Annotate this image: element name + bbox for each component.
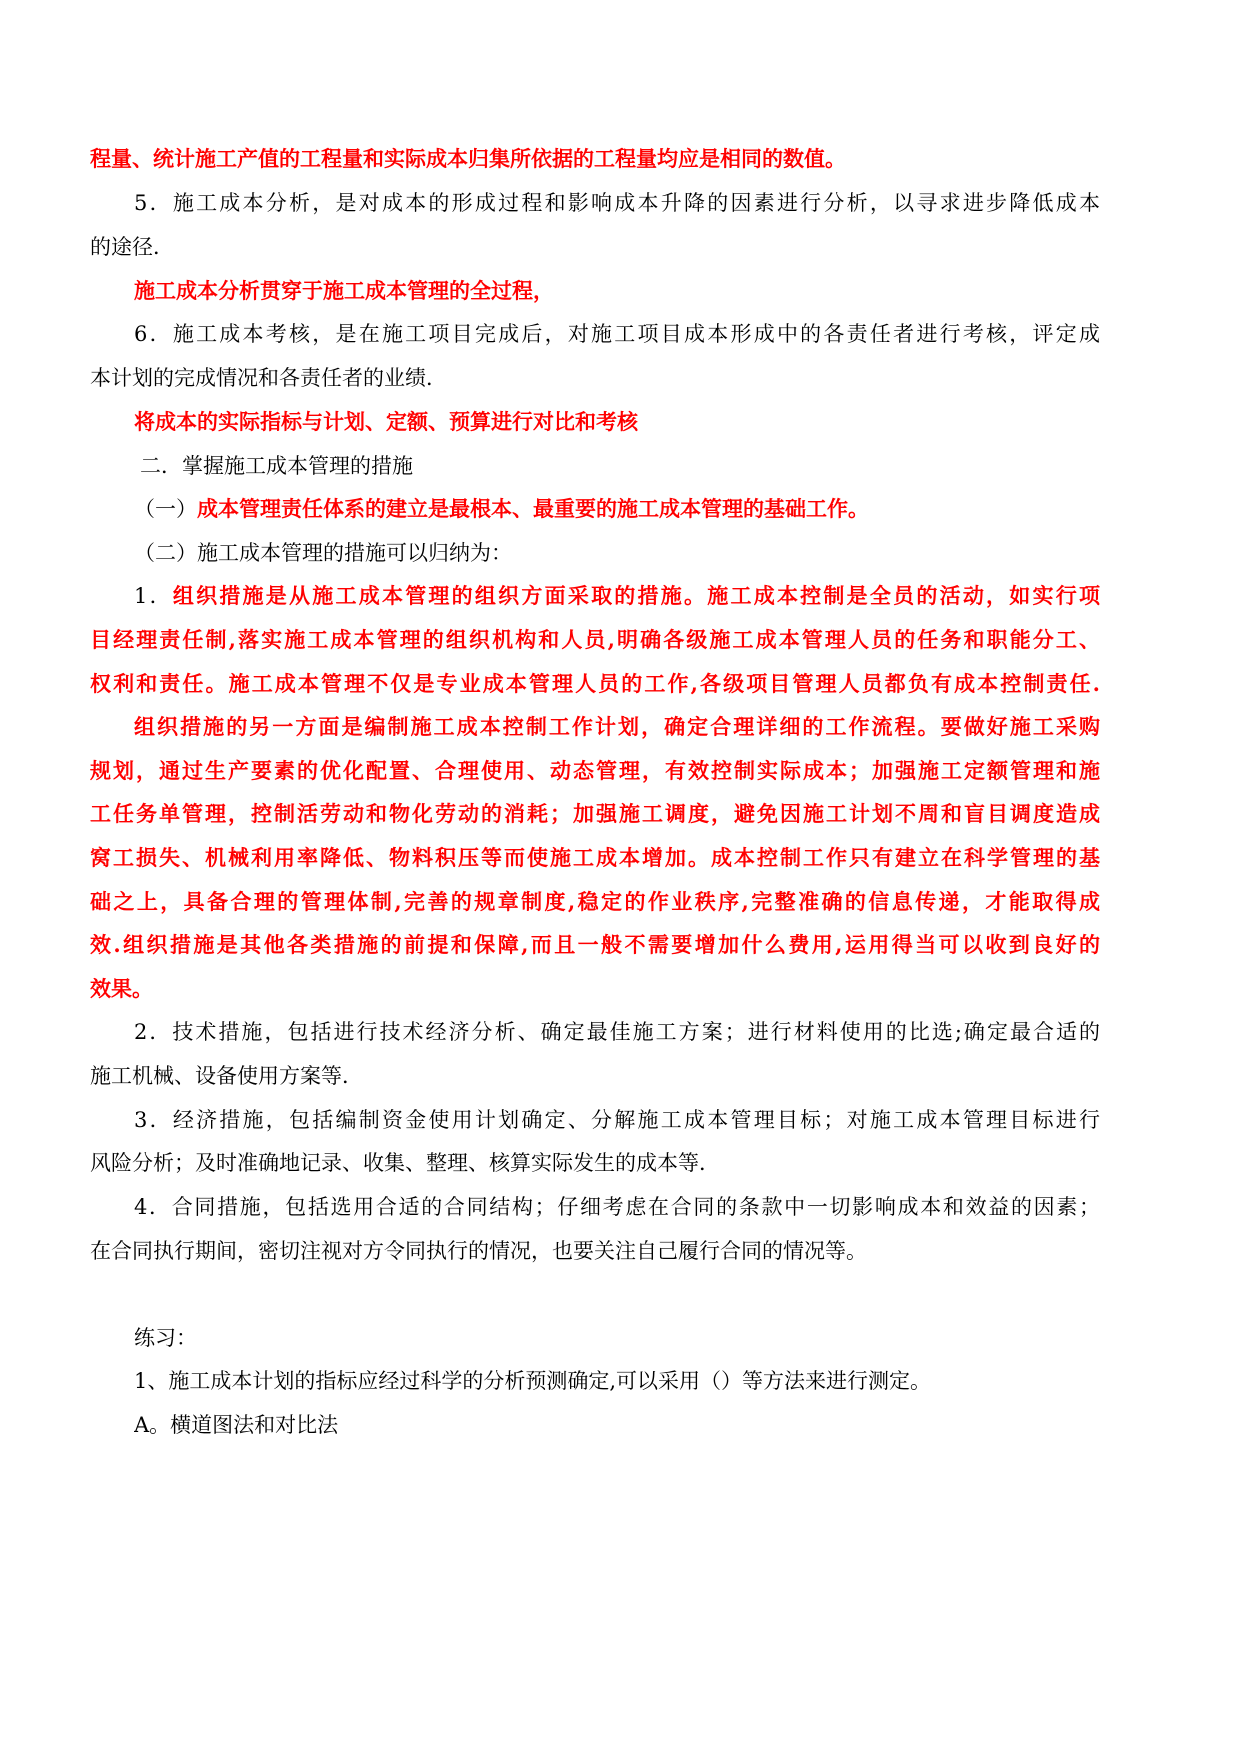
exercise-question: 1、施工成本计划的指标应经过科学的分析预测确定,可以采用（）等方法来进行测定。 bbox=[134, 1369, 932, 1393]
document-page bbox=[90, 0, 1100, 1755]
paragraph-line: 2．技术措施，包括进行技术经济分析、确定最佳施工方案；进行材料使用的比选;确定最合适的 bbox=[134, 1020, 1100, 1044]
item-text: 组织措施是从施工成本管理的组织方面采取的措施。施工成本控制是全员的活动，如实行项 bbox=[172, 583, 1100, 608]
paragraph-line: 工任务单管理，控制活劳动和物化劳动的消耗；加强施工调度，避免因施工计划不周和盲目调度造成 bbox=[90, 801, 1100, 826]
paragraph-line: 础之上，具备合理的管理体制,完善的规章制度,稳定的作业秩序,完整准确的信息传递，才能取得成 bbox=[90, 889, 1100, 914]
paragraph-line bbox=[134, 582, 1100, 610]
paragraph-line: 的途径． bbox=[90, 235, 174, 259]
paragraph-line: 效果。 bbox=[90, 976, 153, 1001]
paragraph-line: 4．合同措施，包括选用合适的合同结构；仔细考虑在合同的条款中一切影响成本和效益的因素； bbox=[134, 1195, 1100, 1219]
exercise-heading: 练习： bbox=[134, 1326, 197, 1350]
paragraph-line: 将成本的实际指标与计划、定额、预算进行对比和考核 bbox=[134, 409, 638, 434]
paragraph-line: 权利和责任。施工成本管理不仅是专业成本管理人员的工作,各级项目管理人员都负有成本控制责任. bbox=[90, 671, 1100, 696]
paragraph-line: 3．经济措施，包括编制资金使用计划确定、分解施工成本管理目标；对施工成本管理目标进行 bbox=[134, 1108, 1100, 1132]
paragraph-line: 6．施工成本考核，是在施工项目完成后，对施工项目成本形成中的各责任者进行考核，评定成 bbox=[134, 322, 1100, 346]
paragraph-line: 目经理责任制,落实施工成本管理的组织机构和人员,明确各级施工成本管理人员的任务和职能分工、 bbox=[90, 627, 1100, 652]
item-marker: （一） bbox=[134, 497, 197, 521]
paragraph-line: 组织措施的另一方面是编制施工成本控制工作计划，确定合理详细的工作流程。要做好施工采购 bbox=[134, 714, 1100, 739]
paragraph-line: 风险分析；及时准确地记录、收集、整理、核算实际发生的成本等． bbox=[90, 1151, 720, 1175]
paragraph-line: （二）施工成本管理的措施可以归纳为： bbox=[134, 541, 512, 565]
paragraph-line: 5．施工成本分析，是对成本的形成过程和影响成本升降的因素进行分析，以寻求进步降低成本 bbox=[134, 191, 1100, 215]
item-text: 成本管理责任体系的建立是最根本、最重要的施工成本管理的基础工作。 bbox=[197, 496, 869, 521]
paragraph-line: 程量、统计施工产值的工程量和实际成本归集所依据的工程量均应是相同的数值。 bbox=[90, 146, 846, 171]
paragraph-line: 施工机械、设备使用方案等． bbox=[90, 1064, 363, 1088]
paragraph-line: 施工成本分析贯穿于施工成本管理的全过程， bbox=[134, 278, 554, 303]
paragraph-line: 效.组织措施是其他各类措施的前提和保障,而且一般不需要增加什么费用,运用得当可以收到良好的 bbox=[90, 932, 1100, 957]
section-heading: 二．掌握施工成本管理的措施 bbox=[140, 454, 413, 478]
exercise-option: A。横道图法和对比法 bbox=[134, 1413, 339, 1437]
item-marker: 1． bbox=[134, 584, 173, 608]
paragraph-line: 窝工损失、机械利用率降低、物料积压等而使施工成本增加。成本控制工作只有建立在科学管理的基 bbox=[90, 845, 1100, 870]
paragraph-line bbox=[134, 495, 869, 523]
paragraph-line: 本计划的完成情况和各责任者的业绩． bbox=[90, 366, 447, 390]
paragraph-line: 规划，通过生产要素的优化配置、合理使用、动态管理，有效控制实际成本；加强施工定额管理和施 bbox=[90, 758, 1100, 783]
paragraph-line: 在合同执行期间，密切注视对方令同执行的情况，也要关注自己履行合同的情况等。 bbox=[90, 1239, 867, 1263]
